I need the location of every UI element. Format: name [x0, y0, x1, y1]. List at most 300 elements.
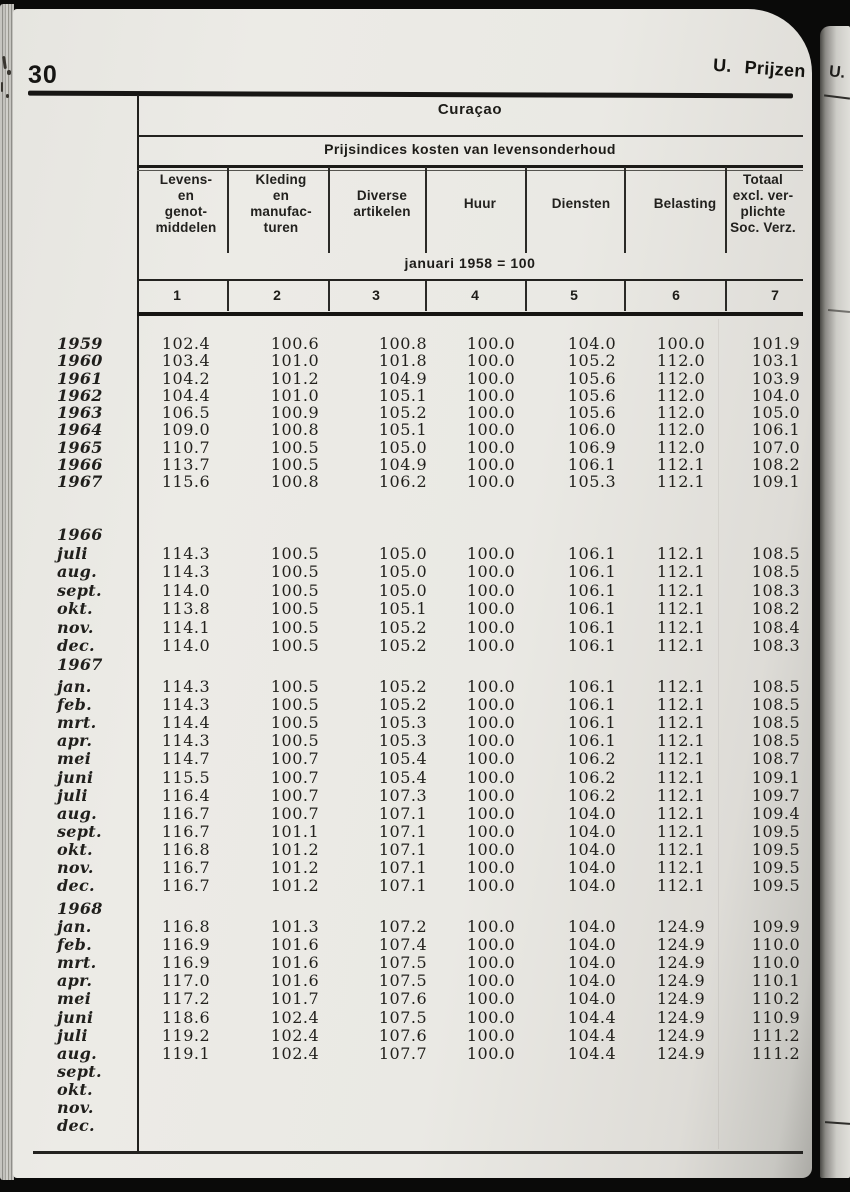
cell-value: 107.0	[751, 437, 801, 457]
cell-value: 109.5	[751, 858, 801, 877]
cell-value: 105.2	[378, 617, 428, 637]
row-label: feb.	[57, 695, 93, 715]
column-number-4: 4	[471, 287, 479, 303]
cell-value: 101.0	[270, 351, 320, 371]
cell-value: 100.0	[466, 599, 516, 619]
cell-value: 101.7	[270, 989, 320, 1009]
row-label: dec.	[57, 636, 95, 655]
cell-value: 116.7	[161, 803, 211, 823]
cell-value: 100.0	[466, 636, 516, 655]
cell-value: 100.0	[466, 803, 516, 823]
column-header-line: Levens-	[159, 172, 213, 187]
cell-value: 112.1	[656, 803, 706, 823]
table-row	[13, 618, 812, 637]
cell-value: 100.5	[270, 731, 320, 751]
cell-value: 100.5	[270, 636, 320, 655]
cell-value: 124.9	[656, 953, 706, 973]
cell-value: 100.0	[466, 695, 516, 715]
cell-value: 119.1	[161, 1043, 211, 1063]
cell-value: 100.0	[466, 713, 516, 733]
cell-value: 111.2	[751, 1043, 801, 1063]
cell-value: 104.4	[161, 385, 211, 405]
cell-value: 100.0	[466, 677, 516, 696]
table-row	[13, 804, 812, 823]
region-title: Curaçao	[437, 101, 503, 118]
cell-value: 111.2	[751, 1025, 801, 1045]
cell-value: 102.4	[270, 1007, 320, 1027]
table-row	[13, 935, 812, 954]
table-row	[13, 1116, 812, 1135]
year-label-row	[13, 525, 812, 544]
cell-value: 105.4	[378, 749, 428, 769]
cell-value: 107.4	[378, 935, 428, 955]
cell-value: 100.5	[270, 454, 320, 474]
cell-value: 112.1	[656, 858, 706, 877]
cell-value: 112.0	[656, 420, 706, 440]
next-page-rule	[824, 94, 850, 99]
cell-value: 105.3	[567, 472, 617, 491]
table-row	[13, 599, 812, 618]
cell-value: 105.2	[567, 351, 617, 371]
table-row	[13, 971, 812, 990]
cell-value: 114.3	[161, 562, 211, 582]
cell-value: 100.0	[466, 821, 516, 841]
cell-value: 106.2	[567, 767, 617, 787]
column-number-5: 5	[570, 287, 578, 303]
cell-value: 104.0	[567, 858, 617, 877]
cell-value: 105.3	[378, 731, 428, 751]
column-separator	[425, 167, 427, 253]
cell-value: 106.2	[567, 785, 617, 805]
cell-value: 113.8	[161, 599, 211, 619]
table-row	[13, 581, 812, 600]
column-header-3	[327, 188, 437, 220]
column-number-7: 7	[771, 287, 779, 303]
row-label: juli	[57, 785, 88, 805]
cell-value: 108.3	[751, 636, 801, 655]
cell-value: 104.0	[567, 971, 617, 991]
cell-value: 106.1	[567, 677, 617, 696]
column-number-3: 3	[372, 287, 380, 303]
cell-value: 115.6	[161, 472, 211, 491]
cell-value: 107.1	[378, 821, 428, 841]
table-row	[13, 1098, 812, 1117]
cell-value: 107.1	[378, 876, 428, 896]
column-separator-stub	[624, 280, 626, 311]
cell-value: 117.2	[161, 989, 211, 1009]
row-label: mei	[57, 989, 92, 1009]
cell-value: 105.4	[378, 767, 428, 787]
row-label: apr.	[57, 731, 93, 751]
cell-value: 107.2	[378, 917, 428, 936]
table-row	[13, 1044, 812, 1063]
year-label-row	[13, 899, 812, 918]
cell-value: 100.0	[466, 767, 516, 787]
cell-value: 100.8	[270, 472, 320, 491]
cell-value: 101.9	[751, 334, 801, 353]
cell-value: 112.1	[656, 749, 706, 769]
cell-value: 108.5	[751, 695, 801, 715]
cell-value: 100.7	[270, 749, 320, 769]
cell-value: 116.8	[161, 839, 211, 859]
cell-value: 124.9	[656, 1043, 706, 1063]
table-row	[13, 455, 812, 474]
cell-value: 100.8	[378, 334, 428, 353]
cell-value: 101.6	[270, 935, 320, 955]
cell-value: 114.0	[161, 580, 211, 600]
cell-value: 112.1	[656, 785, 706, 805]
row-label: 1959	[57, 334, 103, 353]
row-label: okt.	[57, 839, 93, 859]
cell-value: 115.5	[161, 767, 211, 787]
cell-value: 110.0	[751, 953, 801, 973]
cell-value: 104.9	[378, 454, 428, 474]
cell-value: 105.1	[378, 385, 428, 405]
next-page-label: U.	[828, 63, 846, 82]
cell-value: 100.5	[270, 437, 320, 457]
column-header-line: Huur	[463, 196, 497, 211]
table-row	[13, 953, 812, 972]
cell-value: 112.0	[656, 403, 706, 422]
cell-value: 116.9	[161, 935, 211, 955]
cell-value: 102.4	[270, 1025, 320, 1045]
cell-value: 100.6	[270, 334, 320, 353]
cell-value: 105.3	[378, 713, 428, 733]
cell-value: 113.7	[161, 454, 211, 474]
cell-value: 101.1	[270, 821, 320, 841]
table-row	[13, 786, 812, 805]
table-row	[13, 369, 812, 388]
row-label: juli	[57, 1025, 88, 1045]
table-row	[13, 438, 812, 457]
cell-value: 100.0	[466, 385, 516, 405]
column-header-line: middelen	[155, 220, 217, 235]
cell-value: 100.0	[466, 403, 516, 422]
cell-value: 100.0	[466, 876, 516, 896]
column-header-4	[425, 196, 535, 212]
row-label: 1961	[57, 368, 103, 388]
column-header-line: en	[272, 188, 290, 203]
cell-value: 101.6	[270, 971, 320, 991]
cell-value: 104.4	[567, 1043, 617, 1063]
cell-value: 124.9	[656, 917, 706, 936]
cell-value: 100.5	[270, 599, 320, 619]
column-separator-stub	[425, 280, 427, 311]
cell-value: 108.2	[751, 454, 801, 474]
column-header-line: excl. ver-	[732, 188, 794, 203]
table-row	[13, 386, 812, 405]
cell-value: 112.1	[656, 454, 706, 474]
cell-value: 100.7	[270, 785, 320, 805]
row-label: 1964	[57, 420, 103, 440]
cell-value: 105.2	[378, 403, 428, 422]
cell-value: 106.1	[567, 617, 617, 637]
edge-mark	[6, 94, 9, 98]
cell-value: 100.0	[466, 917, 516, 936]
column-header-line: en	[177, 188, 195, 203]
table-title: Prijsindices kosten van levensonderhoud	[324, 141, 616, 157]
cell-value: 105.6	[567, 403, 617, 422]
column-header-line: Diensten	[551, 196, 611, 211]
cell-value: 107.5	[378, 1007, 428, 1027]
header-bottom-rule	[137, 312, 803, 316]
page-number: 30	[28, 61, 58, 89]
cell-value: 103.9	[751, 368, 801, 388]
cell-value: 105.2	[378, 695, 428, 715]
region-underline	[137, 135, 803, 137]
cell-value: 114.3	[161, 677, 211, 696]
cell-value: 105.0	[378, 562, 428, 582]
cell-value: 108.2	[751, 599, 801, 619]
cell-value: 103.4	[161, 351, 211, 371]
cell-value: 100.5	[270, 580, 320, 600]
cell-value: 106.1	[567, 731, 617, 751]
cell-value: 101.6	[270, 953, 320, 973]
table-row	[13, 1080, 812, 1099]
next-page-rule	[828, 309, 850, 312]
cell-value: 104.0	[567, 935, 617, 955]
cell-value: 112.1	[656, 767, 706, 787]
cell-value: 112.1	[656, 713, 706, 733]
column-separator	[227, 167, 229, 253]
cell-value: 100.7	[270, 767, 320, 787]
cell-value: 100.0	[466, 454, 516, 474]
cell-value: 124.9	[656, 971, 706, 991]
cell-value: 106.1	[567, 713, 617, 733]
table-row	[13, 822, 812, 841]
row-label: nov.	[57, 1098, 94, 1117]
cell-value: 112.1	[656, 876, 706, 896]
cell-value: 100.0	[466, 580, 516, 600]
cell-value: 107.5	[378, 971, 428, 991]
row-label: jan.	[57, 917, 92, 936]
cell-value: 105.2	[378, 636, 428, 655]
cell-value: 107.6	[378, 989, 428, 1009]
row-label: nov.	[57, 858, 94, 877]
row-label: 1963	[57, 403, 103, 422]
column-header-line: genot-	[164, 204, 208, 219]
table-row	[13, 472, 812, 491]
cell-value: 100.0	[466, 544, 516, 563]
cell-value: 109.4	[751, 803, 801, 823]
cell-value: 100.0	[466, 437, 516, 457]
cell-value: 116.9	[161, 953, 211, 973]
header-top-rule-echo	[137, 170, 803, 171]
row-label: juli	[57, 544, 88, 563]
cell-value: 104.2	[161, 368, 211, 388]
cell-value: 100.5	[270, 677, 320, 696]
column-separator	[525, 167, 527, 253]
table-row	[13, 1062, 812, 1081]
cell-value: 112.1	[656, 636, 706, 655]
row-label: dec.	[57, 876, 95, 896]
cell-value: 109.7	[751, 785, 801, 805]
cell-value: 100.0	[466, 1007, 516, 1027]
column-header-line: plichte	[740, 204, 786, 219]
cell-value: 100.5	[270, 544, 320, 563]
table-row	[13, 713, 812, 732]
table-row	[13, 636, 812, 655]
cell-value: 116.7	[161, 876, 211, 896]
cell-value: 117.0	[161, 971, 211, 991]
cell-value: 100.0	[466, 971, 516, 991]
column-separator-stub	[227, 280, 229, 311]
cell-value: 112.0	[656, 385, 706, 405]
cell-value: 100.5	[270, 562, 320, 582]
row-label: 1967	[57, 472, 103, 491]
column-header-1	[131, 172, 241, 236]
row-label: nov.	[57, 617, 94, 637]
cell-value: 112.1	[656, 544, 706, 563]
row-label: 1966	[57, 454, 103, 474]
cell-value: 106.1	[567, 636, 617, 655]
cell-value: 109.0	[161, 420, 211, 440]
cell-value: 100.0	[466, 749, 516, 769]
row-label: jan.	[57, 677, 92, 696]
cell-value: 104.0	[567, 803, 617, 823]
table-row	[13, 334, 812, 353]
year-label: 1966	[57, 525, 103, 544]
cell-value: 100.8	[270, 420, 320, 440]
cell-value: 104.0	[567, 876, 617, 896]
table-row	[13, 562, 812, 581]
edge-mark	[2, 56, 7, 69]
cell-value: 107.7	[378, 1043, 428, 1063]
cell-value: 112.1	[656, 472, 706, 491]
cell-value: 106.5	[161, 403, 211, 422]
cell-value: 103.1	[751, 351, 801, 371]
table-row	[13, 1026, 812, 1045]
cell-value: 109.5	[751, 821, 801, 841]
cell-value: 100.0	[466, 420, 516, 440]
book-page	[13, 9, 812, 1178]
row-label: 1962	[57, 385, 103, 405]
cell-value: 124.9	[656, 1025, 706, 1045]
cell-value: 105.6	[567, 385, 617, 405]
next-page-edge	[820, 26, 850, 1178]
year-label: 1968	[57, 899, 103, 918]
row-label: mei	[57, 749, 92, 769]
cell-value: 116.7	[161, 821, 211, 841]
cell-value: 100.0	[466, 731, 516, 751]
cell-value: 104.0	[567, 839, 617, 859]
cell-value: 100.5	[270, 695, 320, 715]
cell-value: 112.1	[656, 821, 706, 841]
cell-value: 104.0	[567, 821, 617, 841]
cell-value: 105.0	[378, 544, 428, 563]
cell-value: 100.0	[466, 1025, 516, 1045]
row-label: aug.	[57, 1043, 97, 1063]
table-row	[13, 768, 812, 787]
cell-value: 104.4	[567, 1007, 617, 1027]
cell-value: 100.0	[466, 858, 516, 877]
cell-value: 100.0	[466, 351, 516, 371]
column-header-line: artikelen	[353, 204, 411, 219]
cell-value: 114.7	[161, 749, 211, 769]
cell-value: 105.0	[378, 580, 428, 600]
cell-value: 106.1	[567, 562, 617, 582]
cell-value: 104.0	[567, 917, 617, 936]
table-row	[13, 403, 812, 422]
cell-value: 107.1	[378, 858, 428, 877]
table-bottom-rule	[33, 1151, 803, 1154]
cell-value: 101.2	[270, 876, 320, 896]
cell-value: 110.7	[161, 437, 211, 457]
cell-value: 101.2	[270, 368, 320, 388]
row-label: sept.	[57, 580, 102, 600]
table-row	[13, 858, 812, 877]
book-left-page-edges	[0, 4, 14, 1180]
cell-value: 105.1	[378, 420, 428, 440]
column-header-line: Kleding	[255, 172, 307, 187]
cell-value: 100.0	[466, 617, 516, 637]
cell-value: 114.0	[161, 636, 211, 655]
cell-value: 110.9	[751, 1007, 801, 1027]
cell-value: 108.5	[751, 562, 801, 582]
cell-value: 108.5	[751, 713, 801, 733]
cell-value: 106.0	[567, 420, 617, 440]
cell-value: 100.0	[466, 562, 516, 582]
cell-value: 100.0	[466, 472, 516, 491]
cell-value: 106.1	[567, 454, 617, 474]
table-row	[13, 420, 812, 439]
table-row	[13, 677, 812, 696]
cell-value: 108.4	[751, 617, 801, 637]
table-row	[13, 695, 812, 714]
cell-value: 118.6	[161, 1007, 211, 1027]
column-separator	[624, 167, 626, 253]
cell-value: 100.0	[656, 334, 706, 353]
table-row	[13, 351, 812, 370]
edge-mark	[1, 82, 3, 92]
row-label: 1965	[57, 437, 103, 457]
cell-value: 112.1	[656, 677, 706, 696]
cell-value: 106.1	[751, 420, 801, 440]
year-label: 1967	[57, 655, 103, 674]
cell-value: 100.5	[270, 617, 320, 637]
column-separator-stub	[525, 280, 527, 311]
cell-value: 112.1	[656, 599, 706, 619]
column-header-5	[526, 196, 636, 212]
cell-value: 100.5	[270, 713, 320, 733]
cell-value: 104.4	[567, 1025, 617, 1045]
cell-value: 114.3	[161, 731, 211, 751]
table-row	[13, 917, 812, 936]
cell-value: 110.1	[751, 971, 801, 991]
section-title: Prijzen	[743, 56, 807, 82]
row-label: sept.	[57, 821, 102, 841]
cell-value: 106.9	[567, 437, 617, 457]
table-row	[13, 1008, 812, 1027]
table-row	[13, 840, 812, 859]
cell-value: 104.0	[567, 334, 617, 353]
cell-value: 100.0	[466, 334, 516, 353]
row-label: feb.	[57, 935, 93, 955]
row-label: 1960	[57, 351, 103, 371]
cell-value: 106.1	[567, 599, 617, 619]
row-label: mrt.	[57, 953, 97, 973]
cell-value: 109.1	[751, 472, 801, 491]
cell-value: 112.0	[656, 368, 706, 388]
column-number-1: 1	[173, 287, 181, 303]
cell-value: 106.1	[567, 580, 617, 600]
page-gutter-shadow	[812, 9, 820, 1178]
cell-value: 112.1	[656, 695, 706, 715]
cell-value: 107.1	[378, 839, 428, 859]
cell-value: 108.5	[751, 544, 801, 563]
cell-value: 116.4	[161, 785, 211, 805]
cell-value: 106.2	[567, 749, 617, 769]
